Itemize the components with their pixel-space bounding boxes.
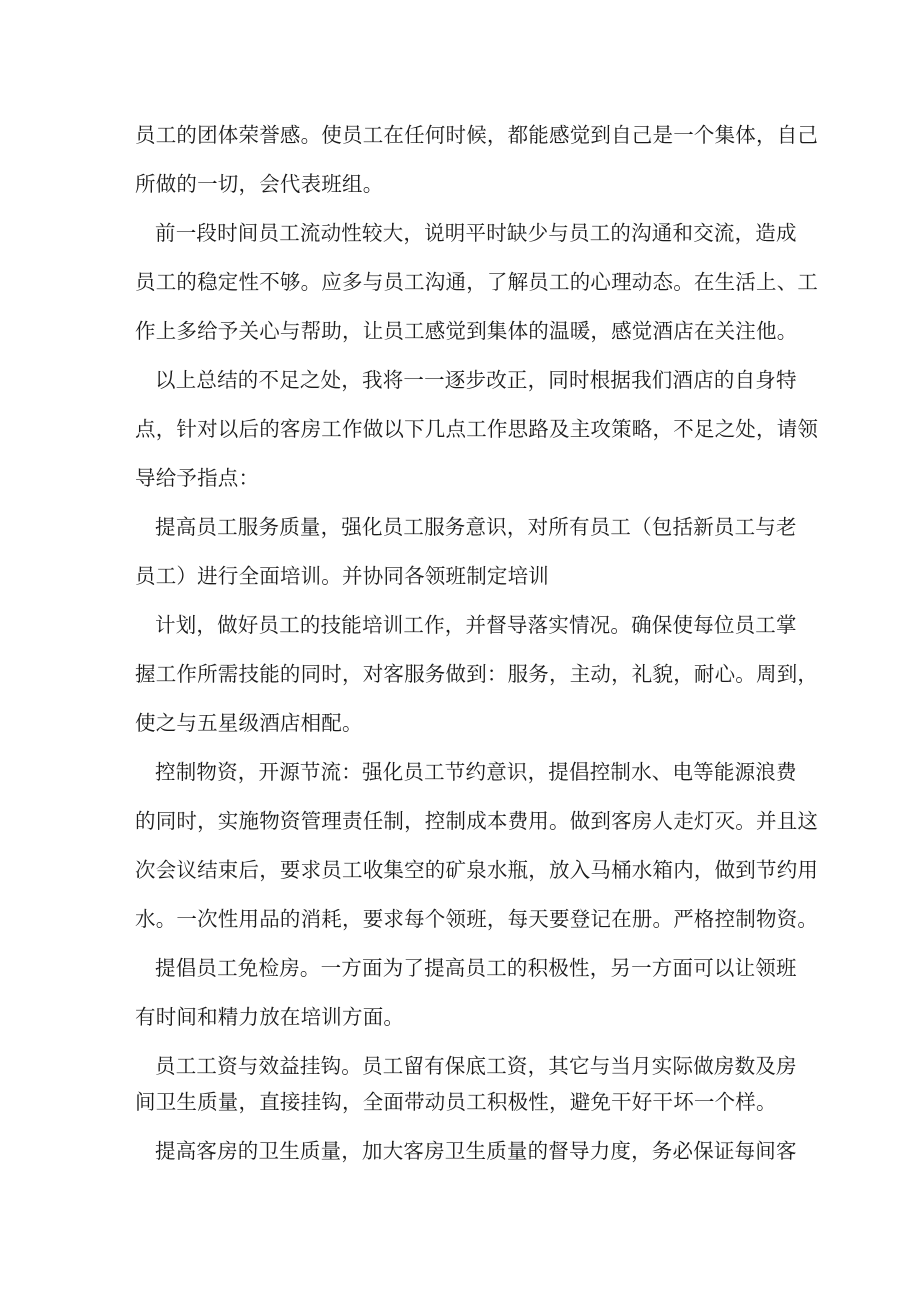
- text-line: 员工的团体荣誉感。使员工在任何时候，都能感觉到自己是一个集体，自己: [135, 123, 819, 147]
- text-line: 水。一次性用品的消耗，要求每个领班，每天要登记在册。严格控制物资。: [135, 907, 819, 931]
- paragraph-start-line: 计划，做好员工的技能培训工作，并督导落实情况。确保使每位员工掌: [155, 613, 797, 637]
- paragraph-start-line: 控制物资，开源节流：强化员工节约意识，提倡控制水、电等能源浪费: [155, 760, 797, 784]
- paragraph-start-line: 提高员工服务质量，强化员工服务意识，对所有员工（包括新员工与老: [155, 515, 797, 539]
- text-line: 员工）进行全面培训。并协同各领班制定培训: [135, 564, 549, 588]
- text-line: 点，针对以后的客房工作做以下几点工作思路及主攻策略，不足之处，请领: [135, 417, 819, 441]
- text-line: 的同时，实施物资管理责任制，控制成本费用。做到客房人走灯灭。并且这: [135, 809, 819, 833]
- text-line: 员工的稳定性不够。应多与员工沟通，了解员工的心理动态。在生活上、工: [135, 270, 819, 294]
- text-line: 所做的一切，会代表班组。: [135, 172, 384, 196]
- text-line: 握工作所需技能的同时，对客服务做到：服务，主动，礼貌，耐心。周到，: [135, 662, 819, 686]
- paragraph-start-line: 提倡员工免检房。一方面为了提高员工的积极性，另一方面可以让领班: [155, 956, 797, 980]
- text-line: 次会议结束后，要求员工收集空的矿泉水瓶，放入马桶水箱内，做到节约用: [135, 858, 819, 882]
- text-line: 有时间和精力放在培训方面。: [135, 1005, 405, 1029]
- paragraph-start-line: 以上总结的不足之处，我将一一逐步改正，同时根据我们酒店的自身特: [155, 368, 797, 392]
- paragraph-start-line: 员工工资与效益挂钩。员工留有保底工资，其它与当月实际做房数及房: [155, 1054, 797, 1078]
- text-line: 使之与五星级酒店相配。: [135, 711, 363, 735]
- text-line: 作上多给予关心与帮助，让员工感觉到集体的温暖，感觉酒店在关注他。: [135, 319, 798, 343]
- paragraph-start-line: 提高客房的卫生质量，加大客房卫生质量的督导力度，务必保证每间客: [155, 1139, 797, 1163]
- text-line: 间卫生质量，直接挂钩，全面带动员工积极性，避免干好干坏一个样。: [135, 1090, 777, 1114]
- paragraph-start-line: 前一段时间员工流动性较大，说明平时缺少与员工的沟通和交流，造成: [155, 221, 797, 245]
- text-line: 导给予指点：: [135, 466, 260, 490]
